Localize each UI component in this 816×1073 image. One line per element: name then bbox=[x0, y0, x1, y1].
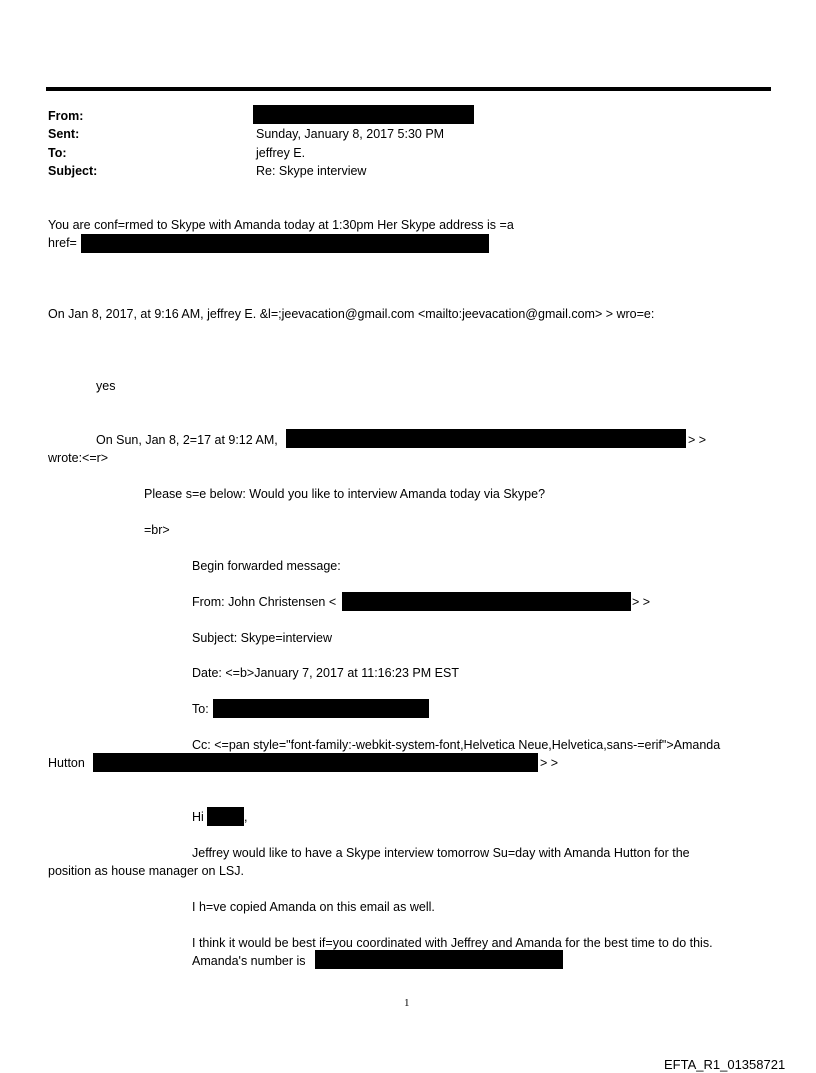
on-jan8-line: On Jan 8, 2017, at 9:16 AM, jeffrey E. &l=;jeevacation@gmail.com <mailto:jeevacation@gmail.com> > wro=e: bbox=[48, 307, 655, 321]
redaction-hi-name bbox=[207, 807, 244, 826]
redaction-from bbox=[253, 105, 474, 124]
on-sun-line: On Sun, Jan 8, 2=17 at 9:12 AM, bbox=[96, 433, 278, 447]
to-value: jeffrey E. bbox=[256, 146, 306, 160]
href-line: href= bbox=[48, 236, 77, 250]
to-label: To: bbox=[48, 146, 67, 160]
redaction-skype-address bbox=[81, 234, 489, 253]
page-number: 1 bbox=[404, 997, 410, 1009]
please-line: Please s=e below: Would you like to interview Amanda today via Skype? bbox=[144, 487, 546, 501]
redaction-sender bbox=[286, 429, 686, 448]
wrote-line: wrote:<=r> bbox=[48, 451, 109, 465]
jeffrey-line: Jeffrey would like to have a Skype interview tomorrow Su=day with Amanda Hutton for the bbox=[192, 846, 690, 860]
document-id: EFTA_R1_01358721 bbox=[664, 1057, 786, 1072]
fwd-to-line: To: bbox=[192, 702, 209, 716]
redaction-fwd-to bbox=[213, 699, 429, 718]
redaction-cc bbox=[93, 753, 538, 772]
br-line: =br> bbox=[144, 523, 170, 537]
number-line: Amanda's number is bbox=[192, 954, 306, 968]
fwd-from-tail: > > bbox=[632, 595, 651, 609]
begin-forwarded-line: Begin forwarded message: bbox=[192, 559, 341, 573]
header-rule bbox=[46, 87, 771, 91]
yes-line: yes bbox=[96, 379, 116, 393]
subject-value: Re: Skype interview bbox=[256, 164, 367, 178]
sent-label: Sent: bbox=[48, 127, 80, 141]
think-line: I think it would be best if=you coordinated with Jeffrey and Amanda for the best time to do this. bbox=[192, 936, 713, 950]
on-sun-tail: > > bbox=[688, 433, 707, 447]
fwd-subject-line: Subject: Skype=interview bbox=[192, 631, 333, 645]
fwd-cc-line: Cc: <=pan style="font-family:-webkit-system-font,Helvetica Neue,Helvetica,sans-=erif">Amanda bbox=[192, 738, 721, 752]
redaction-phone bbox=[315, 950, 563, 969]
fwd-date-line: Date: <=b>January 7, 2017 at 11:16:23 PM EST bbox=[192, 666, 459, 680]
redaction-fwd-from bbox=[342, 592, 631, 611]
subject-label: Subject: bbox=[48, 164, 98, 178]
hi-comma: , bbox=[244, 810, 248, 824]
confirm-line: You are conf=rmed to Skype with Amanda today at 1:30pm Her Skype address is =a bbox=[48, 218, 514, 232]
sent-value: Sunday, January 8, 2017 5:30 PM bbox=[256, 127, 445, 141]
from-label: From: bbox=[48, 109, 84, 123]
copied-line: I h=ve copied Amanda on this email as well. bbox=[192, 900, 435, 914]
position-line: position as house manager on LSJ. bbox=[48, 864, 244, 878]
fwd-from-line: From: John Christensen < bbox=[192, 595, 337, 609]
hutton-line: Hutton bbox=[48, 756, 85, 770]
hutton-tail: > > bbox=[540, 756, 559, 770]
hi-line: Hi bbox=[192, 810, 204, 824]
